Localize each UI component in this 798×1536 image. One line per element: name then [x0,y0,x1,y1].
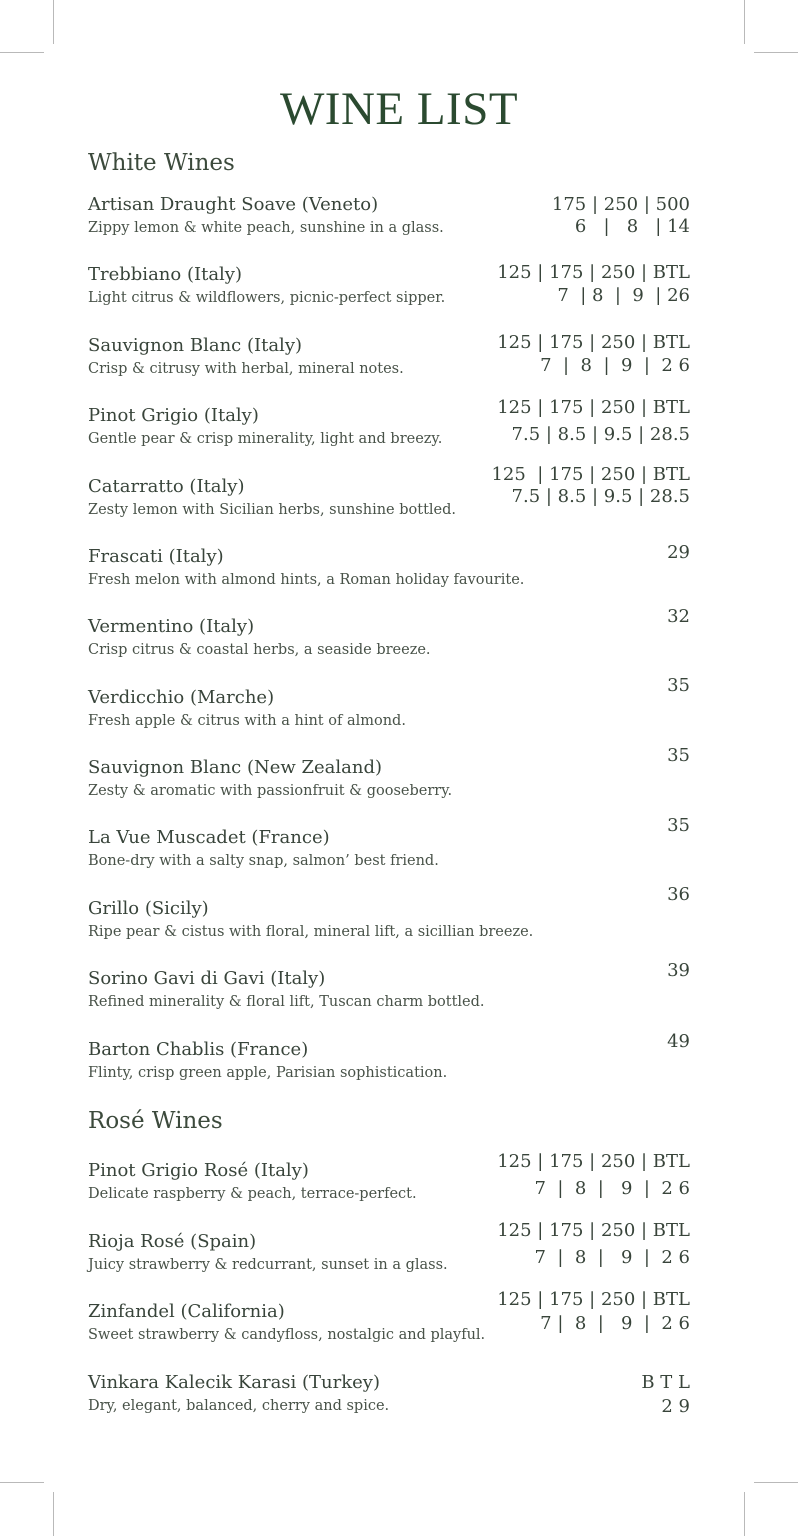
price-sizes: B T L [641,1372,690,1393]
price-values: 2 9 [661,1396,690,1417]
price-sizes: 175 | 250 | 500 [551,194,690,215]
wine-item [88,960,690,1012]
wine-description: Crisp & citrusy with herbal, mineral notes. [88,361,404,377]
wine-item [88,464,690,520]
wine-name: Sauvignon Blanc (Italy) [88,335,303,356]
wine-description: Zesty & aromatic with passionfruit & gooseberry. [88,783,453,799]
crop-mark [744,0,745,44]
section-heading-rose: Rosé Wines [88,1108,223,1134]
bottle-price: 35 [667,675,690,696]
page-title: WINE LIST [279,83,519,135]
wine-name: Grillo (Sicily) [88,898,209,919]
crop-mark [53,1492,54,1536]
wine-item [88,675,690,731]
price-sizes: 125 | 175 | 250 | BTL [497,397,690,418]
bottle-price: 35 [667,745,690,766]
wine-item [88,332,690,379]
price-values: 7.5 | 8.5 | 9.5 | 28.5 [511,486,690,507]
price-values: 7 | 8 | 9 | 2 6 [534,1178,690,1199]
price-values: 7.5 | 8.5 | 9.5 | 28.5 [511,424,690,445]
wine-name: Sauvignon Blanc (New Zealand) [88,757,383,778]
wine-name: Verdicchio (Marche) [88,687,275,708]
wine-name: Zinfandel (California) [88,1301,285,1322]
wine-item [88,1372,690,1416]
price-sizes: 125 | 175 | 250 | BTL [497,1151,690,1172]
wine-item [88,745,690,801]
price-values: 7 | 8 | 9 | 26 [557,285,690,306]
price-sizes: 125 | 175 | 250 | BTL [491,464,690,485]
crop-mark [53,0,54,44]
wine-name: Pinot Grigio Rosé (Italy) [88,1160,309,1181]
crop-mark [744,1492,745,1536]
wine-name: Trebbiano (Italy) [88,264,242,285]
wine-description: Fresh apple & citrus with a hint of almond. [88,713,406,729]
wine-description: Flinty, crisp green apple, Parisian sophistication. [88,1065,448,1081]
wine-description: Light citrus & wildflowers, picnic-perfect sipper. [88,290,446,306]
wine-item [88,397,690,449]
price-sizes: 125 | 175 | 250 | BTL [497,1220,690,1241]
wine-item [88,815,690,871]
wine-name: La Vue Muscadet (France) [88,827,330,848]
wine-description: Ripe pear & cistus with floral, mineral lift, a sicillian breeze. [88,924,534,940]
wine-item [88,1289,690,1345]
price-values: 7 | 8 | 9 | 2 6 [534,1247,690,1268]
crop-mark [0,52,44,53]
wine-description: Zippy lemon & white peach, sunshine in a glass. [88,220,444,236]
wine-item [88,264,690,308]
wine-description: Crisp citrus & coastal herbs, a seaside breeze. [88,642,431,658]
wine-name: Vinkara Kalecik Karasi (Turkey) [88,1372,380,1393]
bottle-price: 29 [667,542,690,563]
bottle-price: 32 [667,606,690,627]
bottle-price: 49 [667,1031,690,1052]
wine-name: Rioja Rosé (Spain) [88,1231,257,1252]
wine-name: Pinot Grigio (Italy) [88,405,259,426]
wine-description: Dry, elegant, balanced, cherry and spice. [88,1398,390,1414]
section-heading-white: White Wines [88,150,235,176]
wine-name: Barton Chablis (France) [88,1039,309,1060]
bottle-price: 39 [667,960,690,981]
price-sizes: 125 | 175 | 250 | BTL [497,262,690,283]
crop-mark [754,52,798,53]
bottle-price: 36 [667,884,690,905]
wine-item [88,1031,690,1083]
price-sizes: 125 | 175 | 250 | BTL [497,332,690,353]
price-values: 6 | 8 | 14 [574,216,690,237]
wine-name: Artisan Draught Soave (Veneto) [88,194,379,215]
wine-description: Fresh melon with almond hints, a Roman holiday favourite. [88,572,525,588]
wine-name: Sorino Gavi di Gavi (Italy) [88,968,326,989]
price-values: 7 | 8 | 9 | 2 6 [540,1313,690,1334]
bottle-price: 35 [667,815,690,836]
wine-description: Gentle pear & crisp minerality, light and breezy. [88,431,443,447]
wine-item [88,1151,690,1204]
crop-mark [0,1482,44,1483]
wine-description: Delicate raspberry & peach, terrace-perfect. [88,1186,417,1202]
wine-description: Bone-dry with a salty snap, salmon’ best friend. [88,853,439,869]
wine-item [88,542,690,590]
wine-description: Juicy strawberry & redcurrant, sunset in a glass. [88,1257,448,1273]
wine-item [88,1220,690,1275]
wine-name: Vermentino (Italy) [88,616,255,637]
price-sizes: 125 | 175 | 250 | BTL [497,1289,690,1310]
wine-description: Sweet strawberry & candyfloss, nostalgic and playful. [88,1327,486,1343]
wine-description: Zesty lemon with Sicilian herbs, sunshine bottled. [88,502,457,518]
price-values: 7 | 8 | 9 | 2 6 [540,355,690,376]
wine-item [88,606,690,660]
wine-item [88,194,690,238]
wine-name: Catarratto (Italy) [88,476,245,497]
wine-description: Refined minerality & floral lift, Tuscan charm bottled. [88,994,485,1010]
wine-name: Frascati (Italy) [88,546,224,567]
crop-mark [754,1482,798,1483]
wine-item [88,884,690,942]
